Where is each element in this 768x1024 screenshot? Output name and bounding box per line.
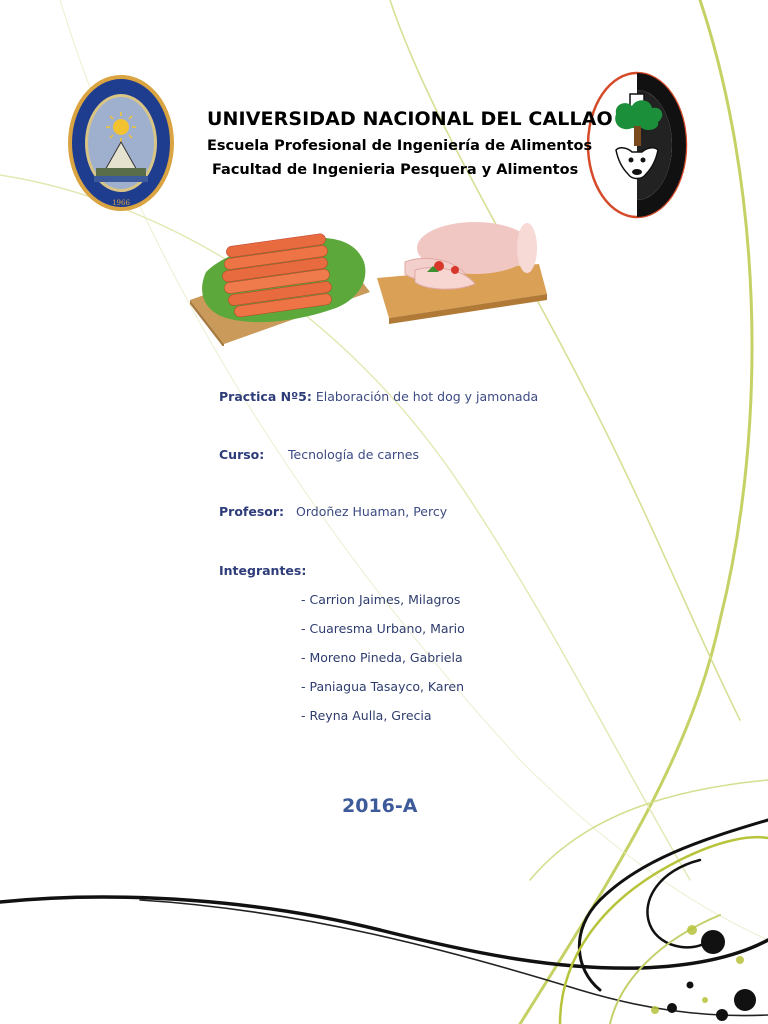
faculty-name: Facultad de Ingenieria Pesquera y Alimentos [212,162,579,178]
practice-label: Practica Nº5: [219,389,312,404]
university-name: UNIVERSIDAD NACIONAL DEL CALLAO [207,108,613,130]
members-label: Integrantes: [219,563,307,578]
list-item: - Moreno Pineda, Gabriela [301,650,463,665]
university-seal-icon [66,72,176,214]
seal-year: 1966 [112,199,130,207]
members-row [219,563,306,578]
school-name: Escuela Profesional de Ingeniería de Alimentos [207,138,593,154]
swirl-curl-green-2 [610,915,720,1024]
professor-name: Ordoñez Huaman, Percy [296,504,448,519]
members-list [301,592,465,737]
course-row [219,447,419,462]
practice-row [219,389,538,404]
swirl-curl-green-3 [530,780,768,880]
ham-on-cutting-board-icon [375,218,550,326]
sausages-on-cutting-board-icon [186,222,372,346]
list-item: - Carrion Jaimes, Milagros [301,592,461,607]
swirl-line-black-thin [140,900,768,1016]
academic-term: 2016-A [342,795,418,817]
list-item: - Reyna Aulla, Grecia [301,708,432,723]
practice-title: Elaboración de hot dog y jamonada [315,389,539,404]
course-name: Tecnología de carnes [288,447,419,462]
document-header [207,108,613,178]
professor-label: Profesor: [219,504,285,519]
course-label: Curso: [219,447,265,462]
swirl-hook-black [579,820,768,990]
swirl-line-black-main [0,897,768,968]
list-item: - Cuaresma Urbano, Mario [301,621,465,636]
professor-row [219,504,447,519]
swirl-curl-green [560,837,768,1024]
swirl-curl-black [647,860,715,947]
list-item: - Paniagua Tasayco, Karen [301,679,465,694]
